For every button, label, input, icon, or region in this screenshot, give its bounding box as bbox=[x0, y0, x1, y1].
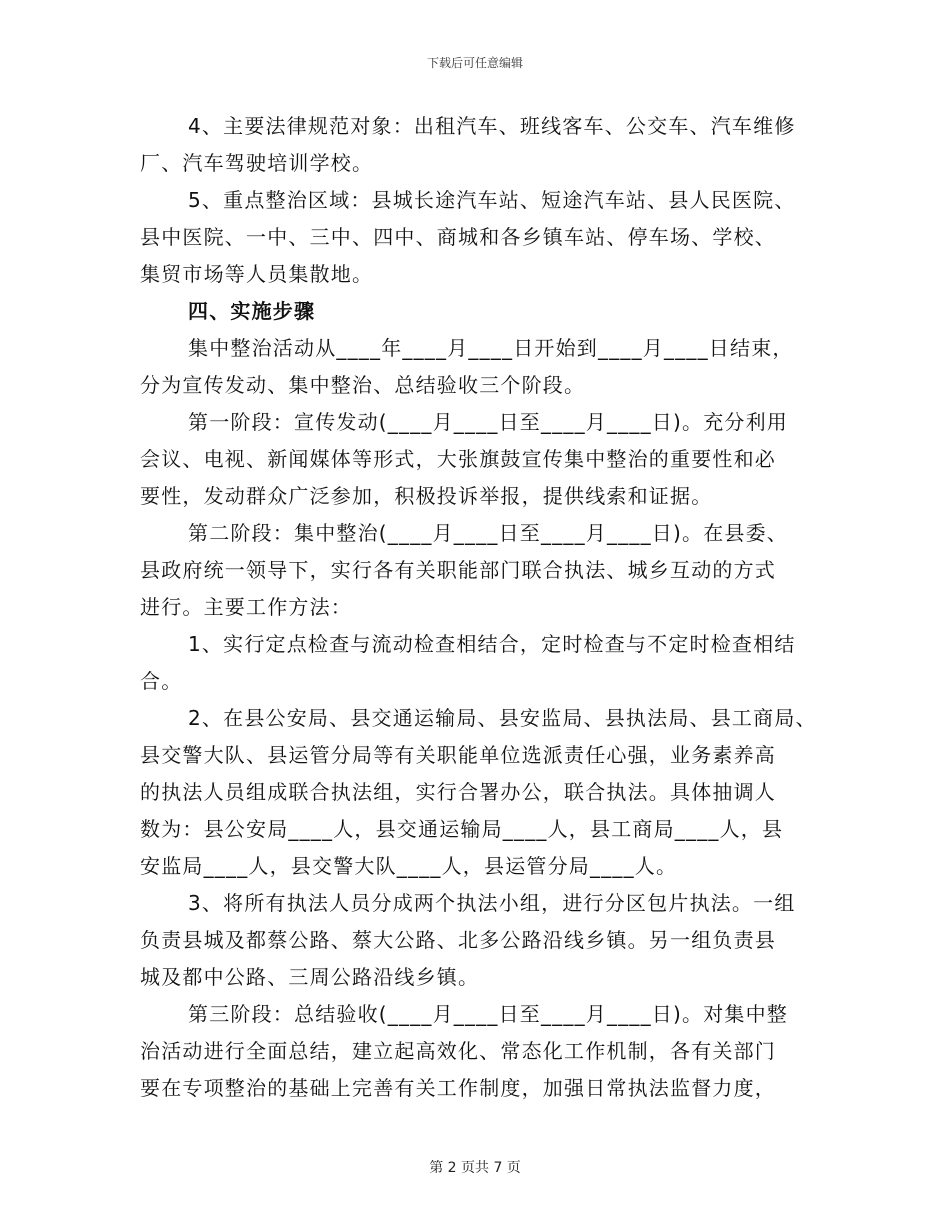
text-line: 3、将所有执法人员分成两个执法小组，进行分区包片执法。一组 bbox=[188, 891, 796, 915]
text-line: 县中医院、一中、三中、四中、商城和各乡镇车站、停车场、学校、 bbox=[140, 225, 776, 249]
text-line: 第三阶段：总结验收(____月____日至____月____日)。对集中整 bbox=[188, 1002, 789, 1026]
text-line: 的执法人员组成联合执法组，实行合署办公，联合执法。具体抽调人 bbox=[140, 780, 776, 804]
text-line: 会议、电视、新闻媒体等形式，大张旗鼓宣传集中整治的重要性和必 bbox=[140, 447, 776, 471]
text-line: 治活动进行全面总结，建立起高效化、常态化工作机制，各有关部门 bbox=[140, 1039, 776, 1063]
text-line: 集贸市场等人员集散地。 bbox=[140, 262, 374, 286]
text-line: 进行。主要工作方法： bbox=[140, 595, 352, 619]
text-line: 第一阶段：宣传发动(____月____日至____月____日)。充分利用 bbox=[188, 410, 789, 434]
text-line: 分为宣传发动、集中整治、总结验收三个阶段。 bbox=[140, 373, 586, 397]
text-line: 4、主要法律规范对象：出租汽车、班线客车、公交车、汽车维修 bbox=[188, 114, 796, 138]
page-footer: 第 2 页共 7 页 bbox=[429, 1160, 521, 1176]
text-line: 负责县城及都蔡公路、蔡大公路、北多公路沿线乡镇。另一组负责县 bbox=[140, 928, 776, 952]
text-line: 县交警大队、县运管分局等有关职能单位选派责任心强，业务素养高 bbox=[140, 743, 776, 767]
text-line: 安监局____人，县交警大队____人，县运管分局____人。 bbox=[140, 854, 678, 878]
page-header: 下载后可任意编辑 bbox=[426, 56, 523, 70]
text-line: 厂、汽车驾驶培训学校。 bbox=[140, 151, 374, 175]
text-line: 第二阶段：集中整治(____月____日至____月____日)。在县委、 bbox=[188, 521, 789, 545]
text-line: 合。 bbox=[140, 669, 183, 693]
text-line: 2、在县公安局、县交通运输局、县安监局、县执法局、县工商局、 bbox=[188, 706, 817, 730]
text-line: 要在专项整治的基础上完善有关工作制度，加强日常执法监督力度， bbox=[140, 1076, 776, 1100]
text-line: 数为：县公安局____人，县交通运输局____人，县工商局____人，县 bbox=[140, 817, 784, 841]
text-line: 城及都中公路、三周公路沿线乡镇。 bbox=[140, 965, 480, 989]
section-heading: 四、实施步骤 bbox=[188, 299, 316, 323]
text-line: 县政府统一领导下，实行各有关职能部门联合执法、城乡互动的方式 bbox=[140, 558, 776, 582]
text-line: 5、重点整治区域：县城长途汽车站、短途汽车站、县人民医院、 bbox=[188, 188, 796, 212]
text-line: 要性，发动群众广泛参加，积极投诉举报，提供线索和证据。 bbox=[140, 484, 713, 508]
text-line: 集中整治活动从____年____月____日开始到____月____日结束， bbox=[188, 336, 794, 360]
text-line: 1、实行定点检查与流动检查相结合，定时检查与不定时检查相结 bbox=[188, 632, 796, 656]
document-body bbox=[140, 108, 820, 1107]
